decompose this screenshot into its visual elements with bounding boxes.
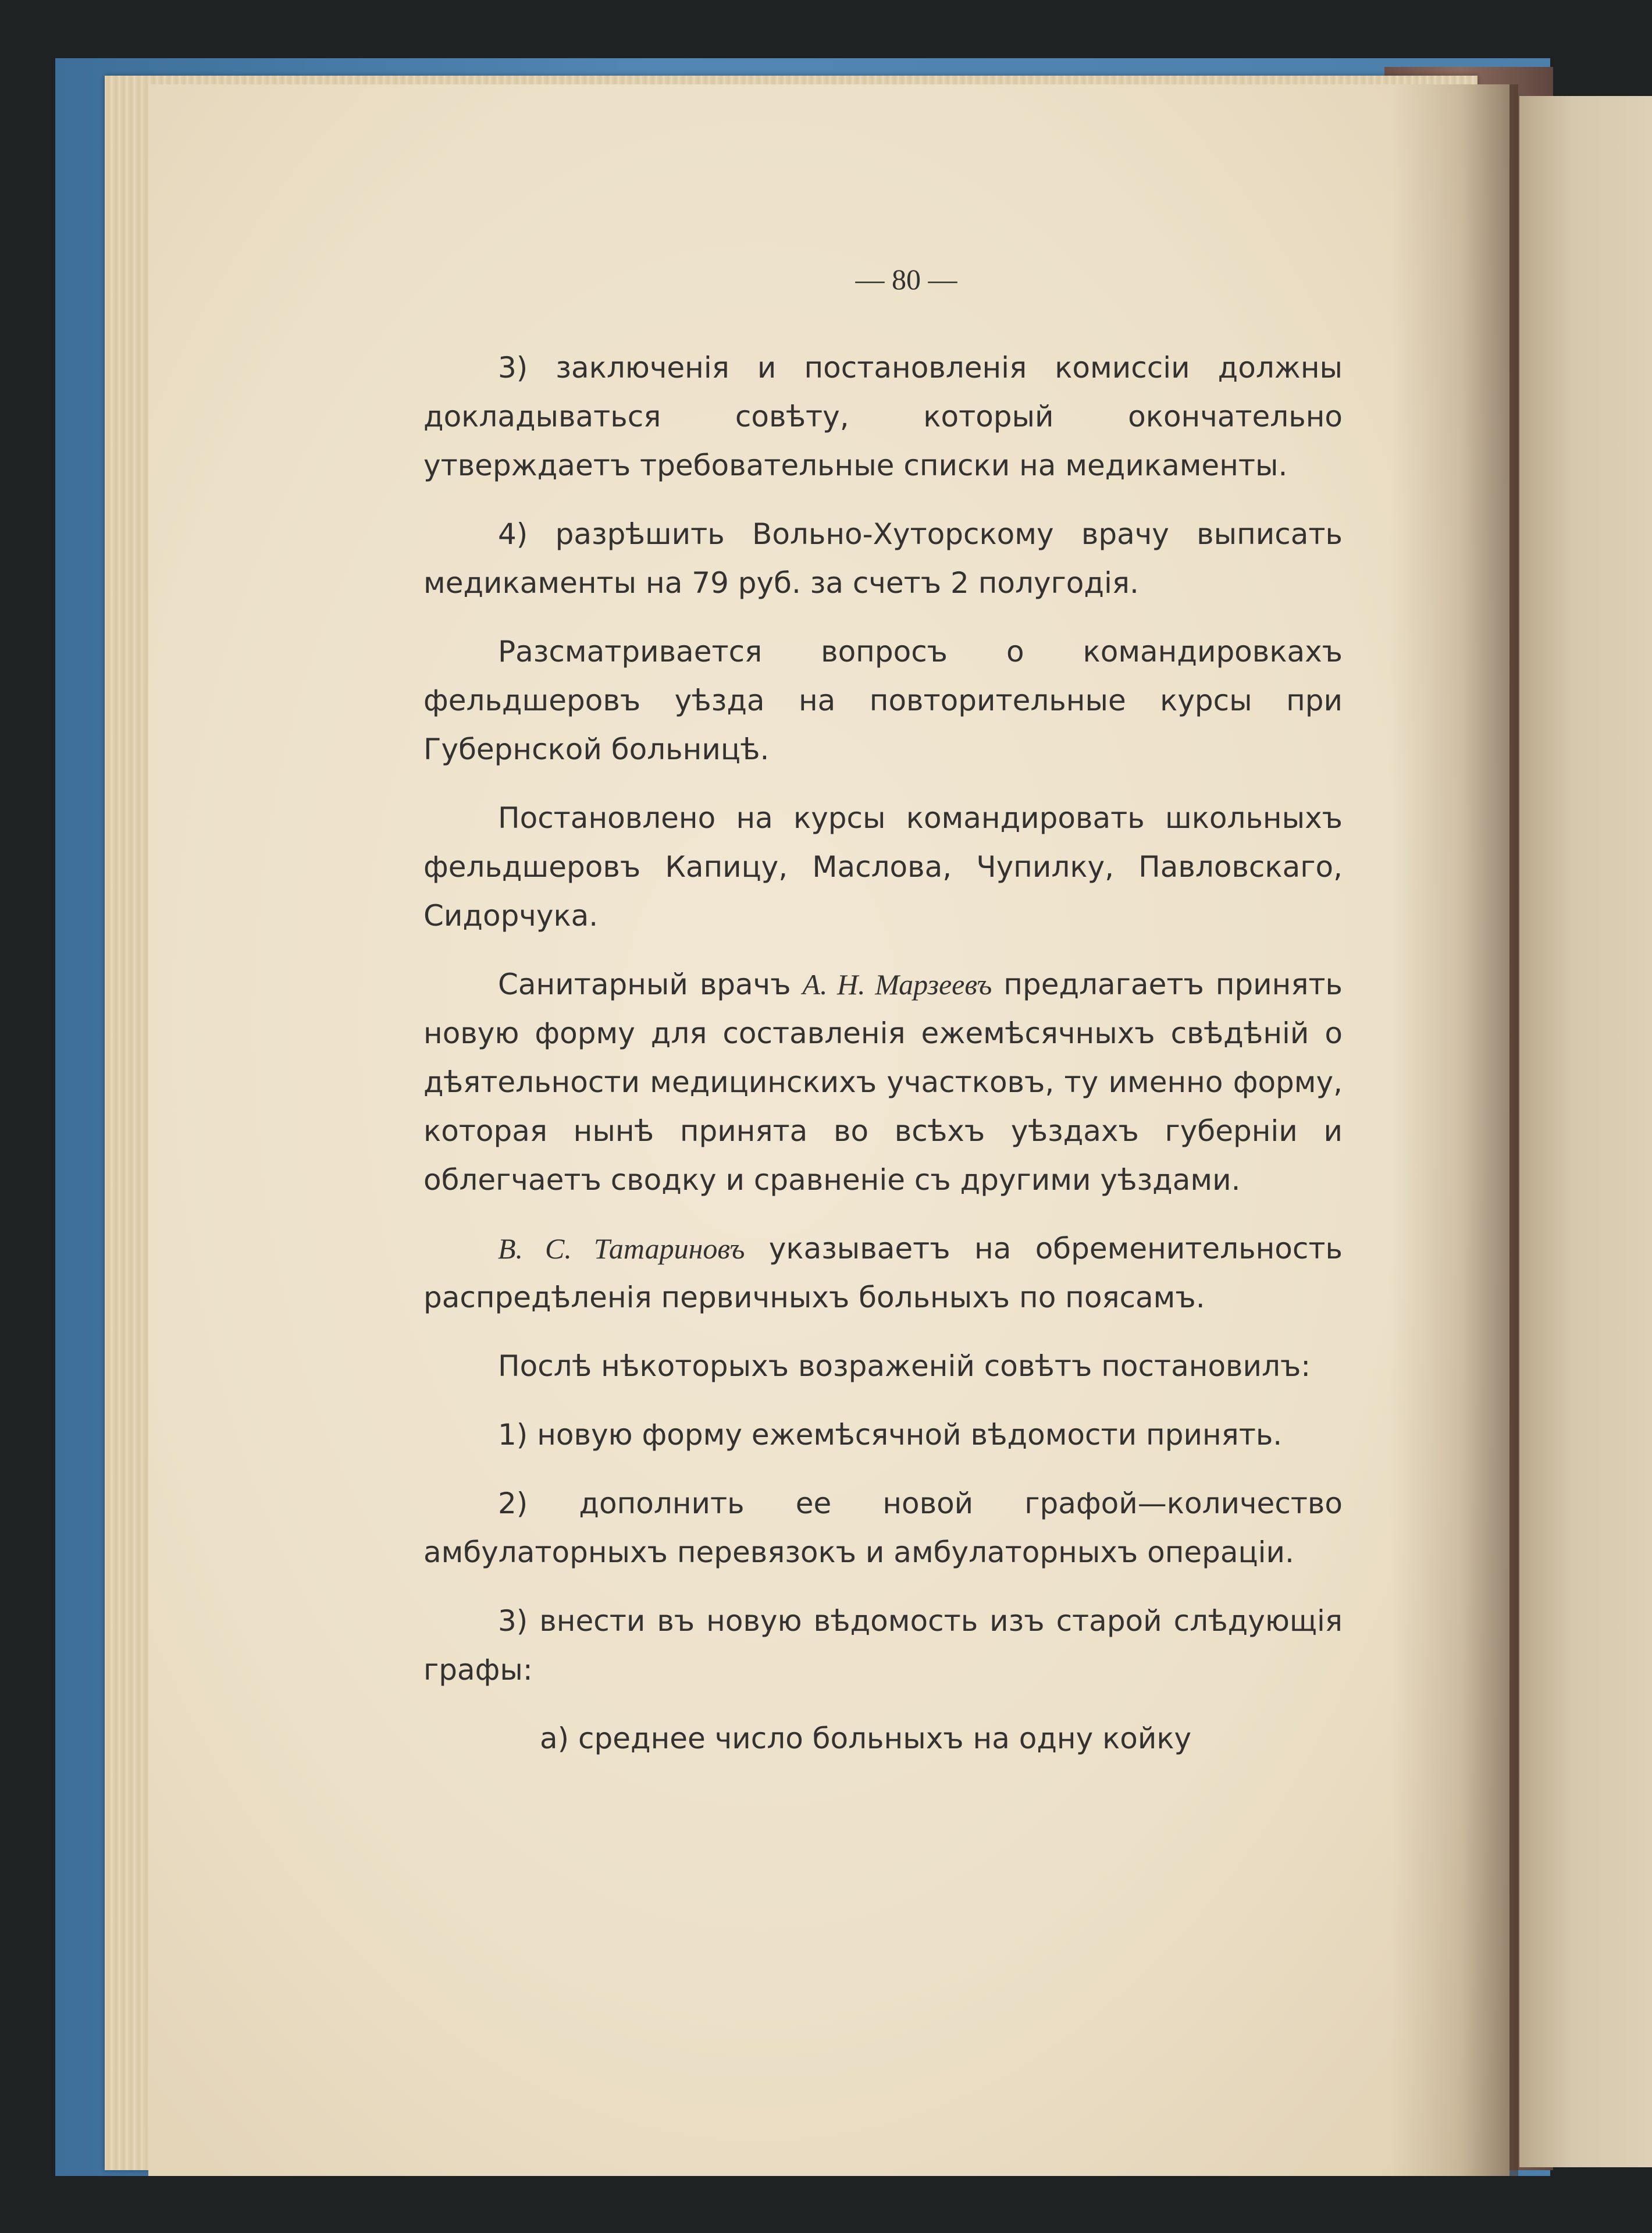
paragraph-body: указываетъ на обременительность распредѣленія первичныхъ больныхъ по поясамъ.	[423, 1232, 1343, 1314]
paragraph: Постановлено на курсы командировать школьныхъ фельдшеровъ Капицу, Маслова, Чупилку, Павловскаго, Сидорчука.	[423, 801, 1343, 933]
gutter-shadow	[1390, 84, 1518, 2176]
paragraph: Послѣ нѣкоторыхъ возраженій совѣтъ постановилъ:	[498, 1349, 1311, 1383]
paragraph: 4) разрѣшить Вольно-Хуторскому врачу выписать медикаменты на 79 руб. за счетъ 2 полугодія.	[423, 517, 1343, 600]
person-name: В. С. Татариновъ	[498, 1232, 745, 1265]
paragraph	[423, 960, 1343, 1204]
scan-background	[0, 2176, 1652, 2233]
paragraph: 3) заключенія и постановленія комиссіи должны докладываться совѣту, который окончательно утверждаетъ требовательные списки на медикаменты.	[423, 351, 1343, 482]
paragraph	[423, 1224, 1343, 1322]
paragraph-lead: Санитарный врачъ	[498, 968, 803, 1001]
paragraph-body: предлагаетъ принять новую форму для составленія ежемѣсячныхъ свѣдѣній о дѣятельности медицинскихъ участковъ, ту именно форму, которая нынѣ принята во всѣхъ уѣздахъ губерніи и облегчаетъ сводку и сравненіе съ другими уѣздами.	[423, 968, 1343, 1197]
paragraph: 3) внести въ новую вѣдомость изъ старой слѣдующія графы:	[423, 1604, 1343, 1687]
paragraph: 2) дополнить ее новой графой—количество амбулаторныхъ перевязокъ и амбулаторныхъ операціи.	[423, 1487, 1343, 1569]
facing-page-edge	[1519, 96, 1652, 2167]
page-number: — 80 —	[855, 263, 957, 296]
person-name: А. Н. Марзеевъ	[802, 968, 992, 1001]
paragraph: 1) новую форму ежемѣсячной вѣдомости принять.	[498, 1418, 1283, 1452]
paragraph: Разсматривается вопросъ о командировкахъ фельдшеровъ уѣзда на повторительные курсы при Губернской больницѣ.	[423, 635, 1343, 766]
page-text	[423, 250, 1343, 1783]
paragraph: а) среднее число больныхъ на одну койку	[540, 1722, 1192, 1755]
